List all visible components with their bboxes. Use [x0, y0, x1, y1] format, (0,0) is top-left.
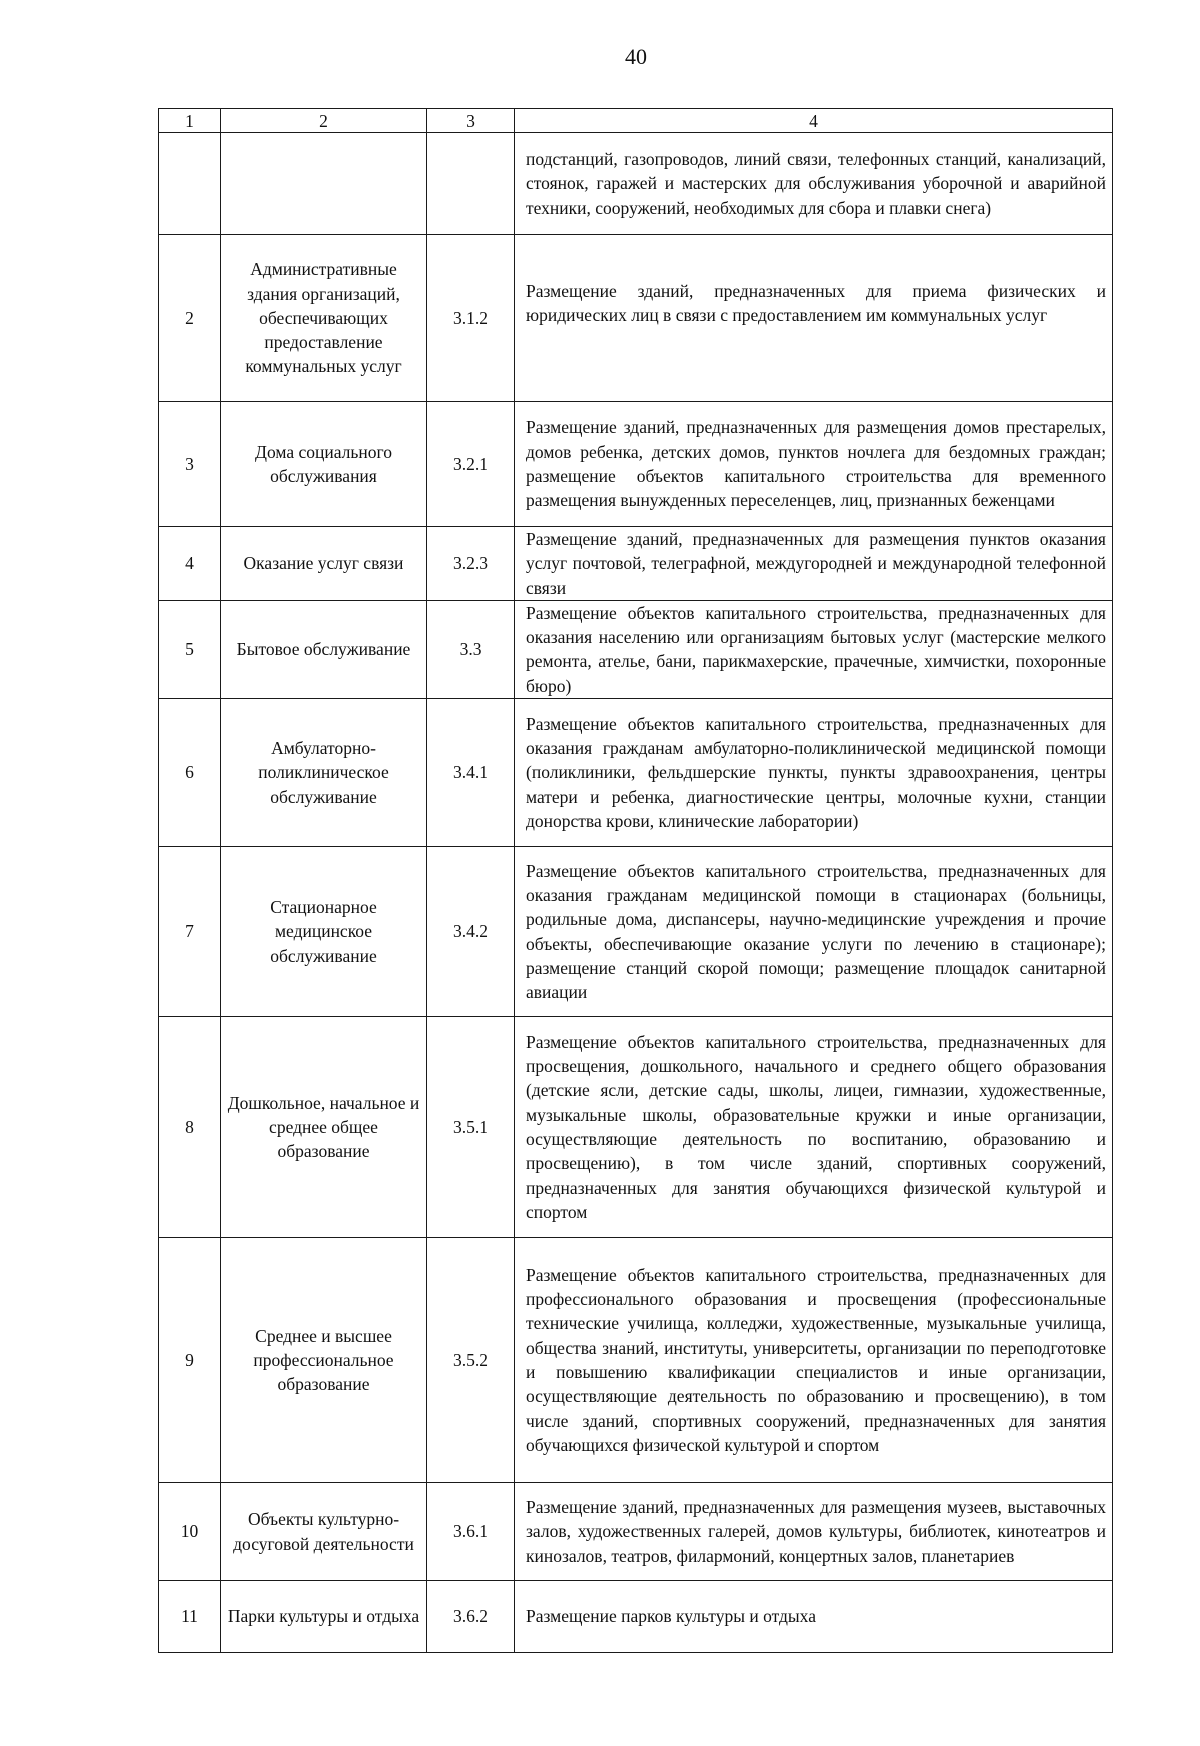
page-number: 40: [625, 44, 647, 69]
row-name: Среднее и высшее профессиональное образование: [221, 1238, 427, 1483]
row-description: Размещение объектов капитального строительства, предназначенных для просвещения, дошкольного, начального и среднего общего образования (детские ясли, детские сады, школы, лицеи, гимназии, художественные, музыкальные школы, образовательные кружки и иные организации, осуществляющие деятельность по воспитанию, образованию и просвещению), в том числе зданий, спортивных сооружений, предназначенных для занятия обучающихся физической культурой и спортом: [515, 1017, 1113, 1238]
row-number: 2: [159, 235, 221, 402]
table-row: [159, 847, 1113, 1017]
table-row: [159, 527, 1113, 601]
row-number: 3: [159, 402, 221, 527]
row-number: 5: [159, 600, 221, 698]
row-number: [159, 133, 221, 235]
table-row: [159, 699, 1113, 847]
row-description: Размещение объектов капитального строительства, предназначенных для профессионального образования и просвещения (профессиональные технические училища, колледжи, художественные, музыкальные училища, общества знаний, институты, университеты, организации по переподготовке и повышению квалификации специалистов и иные организации, осуществляющие деятельность по образованию и просвещению), в том числе зданий, спортивных сооружений, предназначенных для занятия обучающихся физической культурой и спортом: [515, 1238, 1113, 1483]
header-col-2: 2: [221, 109, 427, 133]
table-row: [159, 133, 1113, 235]
table-row: [159, 402, 1113, 527]
row-number: 9: [159, 1238, 221, 1483]
row-number: 4: [159, 527, 221, 601]
row-description: Размещение зданий, предназначенных для приема физических и юридических лиц в связи с предоставлением им коммунальных услуг: [515, 235, 1113, 402]
row-name: Амбулаторно-поликлиническое обслуживание: [221, 699, 427, 847]
row-name: Дома социального обслуживания: [221, 402, 427, 527]
row-name: Оказание услуг связи: [221, 527, 427, 601]
row-description: Размещение зданий, предназначенных для размещения музеев, выставочных залов, художественных галерей, домов культуры, библиотек, кинотеатров и кинозалов, театров, филармоний, концертных залов, планетариев: [515, 1483, 1113, 1581]
row-code: 3.2.3: [427, 527, 515, 601]
row-description: Размещение зданий, предназначенных для размещения домов престарелых, домов ребенка, детских домов, пунктов ночлега для бездомных граждан; размещение объектов капитального строительства для временного размещения вынужденных переселенцев, лиц, признанных беженцами: [515, 402, 1113, 527]
row-code: 3.6.1: [427, 1483, 515, 1581]
header-col-4: 4: [515, 109, 1113, 133]
row-number: 6: [159, 699, 221, 847]
row-name: [221, 133, 427, 235]
table-row: [159, 1581, 1113, 1653]
row-code: 3.2.1: [427, 402, 515, 527]
table-row: [159, 1238, 1113, 1483]
row-number: 10: [159, 1483, 221, 1581]
row-code: 3.3: [427, 600, 515, 698]
row-code: 3.1.2: [427, 235, 515, 402]
row-name: Административные здания организаций, обеспечивающих предоставление коммунальных услуг: [221, 235, 427, 402]
row-description: Размещение объектов капитального строительства, предназначенных для оказания гражданам амбулаторно-поликлинической медицинской помощи (поликлиники, фельдшерские пункты, пункты здравоохранения, центры матери и ребенка, диагностические центры, молочные кухни, станции донорства крови, клинические лаборатории): [515, 699, 1113, 847]
row-code: 3.6.2: [427, 1581, 515, 1653]
row-number: 8: [159, 1017, 221, 1238]
row-code: 3.4.1: [427, 699, 515, 847]
row-name: Бытовое обслуживание: [221, 600, 427, 698]
land-use-table: [158, 108, 1113, 1653]
row-name: Дошкольное, начальное и среднее общее образование: [221, 1017, 427, 1238]
table-row: [159, 1017, 1113, 1238]
row-code: 3.5.1: [427, 1017, 515, 1238]
header-col-1: 1: [159, 109, 221, 133]
row-description: Размещение парков культуры и отдыха: [515, 1581, 1113, 1653]
row-description: Размещение объектов капитального строительства, предназначенных для оказания гражданам медицинской помощи в стационарах (больницы, родильные дома, диспансеры, научно-медицинские учреждения и прочие объекты, обеспечивающие оказание услуги по лечению в стационаре); размещение станций скорой помощи; размещение площадок санитарной авиации: [515, 847, 1113, 1017]
row-number: 7: [159, 847, 221, 1017]
row-name: Стационарное медицинское обслуживание: [221, 847, 427, 1017]
table-row: [159, 235, 1113, 402]
row-name: Объекты культурно-досуговой деятельности: [221, 1483, 427, 1581]
row-number: 11: [159, 1581, 221, 1653]
table-row: [159, 1483, 1113, 1581]
row-code: [427, 133, 515, 235]
row-description: Размещение объектов капитального строительства, предназначенных для оказания населению или организациям бытовых услуг (мастерские мелкого ремонта, ателье, бани, парикмахерские, прачечные, химчистки, похоронные бюро): [515, 600, 1113, 698]
row-code: 3.5.2: [427, 1238, 515, 1483]
row-description: подстанций, газопроводов, линий связи, телефонных станций, канализаций, стоянок, гаражей и мастерских для обслуживания уборочной и аварийной техники, сооружений, необходимых для сбора и плавки снега): [515, 133, 1113, 235]
table-row: [159, 600, 1113, 698]
header-col-3: 3: [427, 109, 515, 133]
table-header-row: [159, 109, 1113, 133]
row-description: Размещение зданий, предназначенных для размещения пунктов оказания услуг почтовой, телеграфной, междугородней и международной телефонной связи: [515, 527, 1113, 601]
row-code: 3.4.2: [427, 847, 515, 1017]
row-name: Парки культуры и отдыха: [221, 1581, 427, 1653]
